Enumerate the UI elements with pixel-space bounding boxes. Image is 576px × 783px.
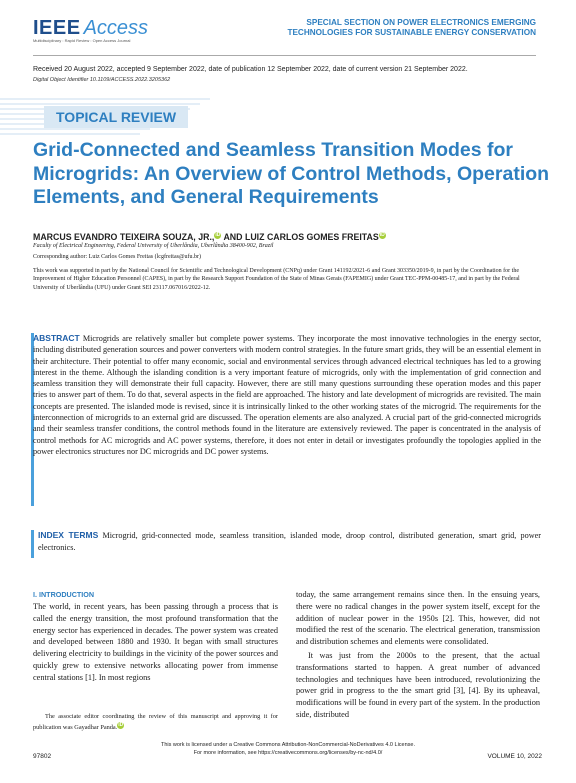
section-line-1: SPECIAL SECTION ON POWER ELECTRONICS EMERGING xyxy=(306,18,536,27)
index-terms-accent-bar xyxy=(31,530,34,558)
logo-tagline: Multidisciplinary : Rapid Review : Open Access Journal xyxy=(33,38,131,43)
affiliation: Faculty of Electrical Engineering, Federal University of Uberlândia, Uberlândia 38400-902, Brazil xyxy=(33,243,274,249)
intro-column-2 xyxy=(296,589,540,721)
footnote-text: The associate editor coordinating the review of this manuscript and approving it for publication was Gayadhar Panda. xyxy=(33,713,278,732)
intro-paragraph: today, the same arrangement remains since then. In the ensuing years, there were no radical changes in the power system itself, except for the addition of nuclear power in the 1950s [2]. This, however, did not modified the rest of the scenario. The electrical generation, transmission and distribution schemes and elements were consolidated. xyxy=(296,590,540,647)
abstract-text: Microgrids are relatively smaller but complete power systems. They incorporate the most innovative technologies in the energy sector, including distributed generation sources and power converters with modern control strategies. In the future smart grids, they will be an essential element in their architecture. Their potential to offer many economic, social and environmental services through advanced electrical techniques has led to a growing interest in the theme. Although the islanding condition is a very important feature of microgrids, only with the implementation of grid connection and seamless transition they will demonstrate their full capacity. However, there are still many questions surrounding these operation modes and this paper tries to answer part of them. To do that, several aspects in the field are approached. The history and late development of microgrids are revisited. The main concepts are presented. The islanded mode is revised, since it is intrinsically linked to the other working states of the microgrid. The requirements for the interconnection of microgrids to an external grid are discussed. The operation elements are also analyzed. A crucial part of the grid-connected microgrids and their seamless transfer conditions, the control methods found in the literature are extensively reviewed. The paper is concentrated in the analysis of control methods for AC microgrids and AC power systems, therefore, it does not enter in detail or investigates profoundly the topologies applied in the power electronics structures nor DC microgrids and DC power systems. xyxy=(33,334,541,456)
license-link[interactable]: For more information, see https://creativecommons.org/licenses/by-nc-nd/4.0/ xyxy=(193,750,383,756)
license-line[interactable]: This work is licensed under a Creative Commons Attribution-NonCommercial-NoDerivatives 4.0 License. xyxy=(160,742,415,748)
section-line-2: TECHNOLOGIES FOR SUSTAINABLE ENERGY CONSERVATION xyxy=(287,28,536,37)
orcid-icon[interactable]: iD xyxy=(379,232,385,239)
author-2: AND LUIZ CARLOS GOMES FREITAS xyxy=(223,232,379,242)
index-terms-label: INDEX TERMS xyxy=(38,530,99,540)
intro-column-1: The world, in recent years, has been passing through a process that is called the energy transition, the most profound transformation that the energy sector has experienced in decades. The power system was created and developed between 1880 and 1930. It began with small structures delivering electricity to buildings in the vicinity of the power sources and quickly grew to extensive networks allocating power from immense central stations [1]. In most regions xyxy=(33,602,278,682)
volume-label: VOLUME 10, 2022 xyxy=(487,753,542,760)
editor-footnote xyxy=(33,712,278,733)
index-terms-text: Microgrid, grid-connected mode, seamless transition, islanded mode, droop control, distributed generation, smart grid, power electronics. xyxy=(38,531,542,552)
abstract-label: ABSTRACT xyxy=(33,333,80,343)
corresponding-author: Corresponding author: Luiz Carlos Gomes Freitas (lcgfreitas@ufu.br) xyxy=(33,254,201,260)
logo-ieee-text: IEEE xyxy=(33,17,81,39)
doi: Digital Object Identifier 10.1109/ACCESS.2022.3205362 xyxy=(33,77,171,83)
logo-access-text: Access xyxy=(83,17,149,39)
publication-dates: Received 20 August 2022, accepted 9 September 2022, date of publication 12 September 2022, date of current version 21 September 2022. xyxy=(33,66,468,73)
author-1: MARCUS EVANDRO TEIXEIRA SOUZA, JR., xyxy=(33,232,215,242)
page-number: 97802 xyxy=(33,753,52,760)
index-terms xyxy=(38,530,541,553)
abstract xyxy=(33,333,541,457)
journal-logo xyxy=(33,16,148,38)
orcid-icon[interactable]: iD xyxy=(215,232,221,239)
paper-title: Grid-Connected and Seamless Transition Modes for Microgrids: An Overview of Control Methods, Operation Elements, and General Requirements xyxy=(33,139,550,208)
header-divider xyxy=(33,55,536,56)
orcid-icon[interactable]: iD xyxy=(118,722,124,728)
intro-paragraph: It was just from the 2000s to the present, that the actual transformations started to happen. A great number of advanced technologies and techniques have been introduced, revolutionizing the power grid in progress to the the smart grid [3], [4]. By its upheaval, modifications will be found in every part of the system. In the production side, distributed xyxy=(296,650,540,719)
section-heading: I. INTRODUCTION xyxy=(33,590,95,599)
special-section-title xyxy=(236,18,536,38)
topical-review-banner: TOPICAL REVIEW xyxy=(44,106,188,128)
author-line xyxy=(33,232,386,242)
funding-statement: This work was supported in part by the National Council for Scientific and Technological Development (CNPq) under Grant 141192/2021-6 and Grant 303350/2019-9, in part by the Coordination for the Improvement of Higher Education Personnel (CAPES), in part by the Research Support Foundation of the State of Minas Gerais (FAPEMIG) under Grant TEC-PPM-00485-17, and in part by the Federal University of Uberlândia (UFU) under Grant SEI 23117.067016/2022-12. xyxy=(33,268,520,291)
